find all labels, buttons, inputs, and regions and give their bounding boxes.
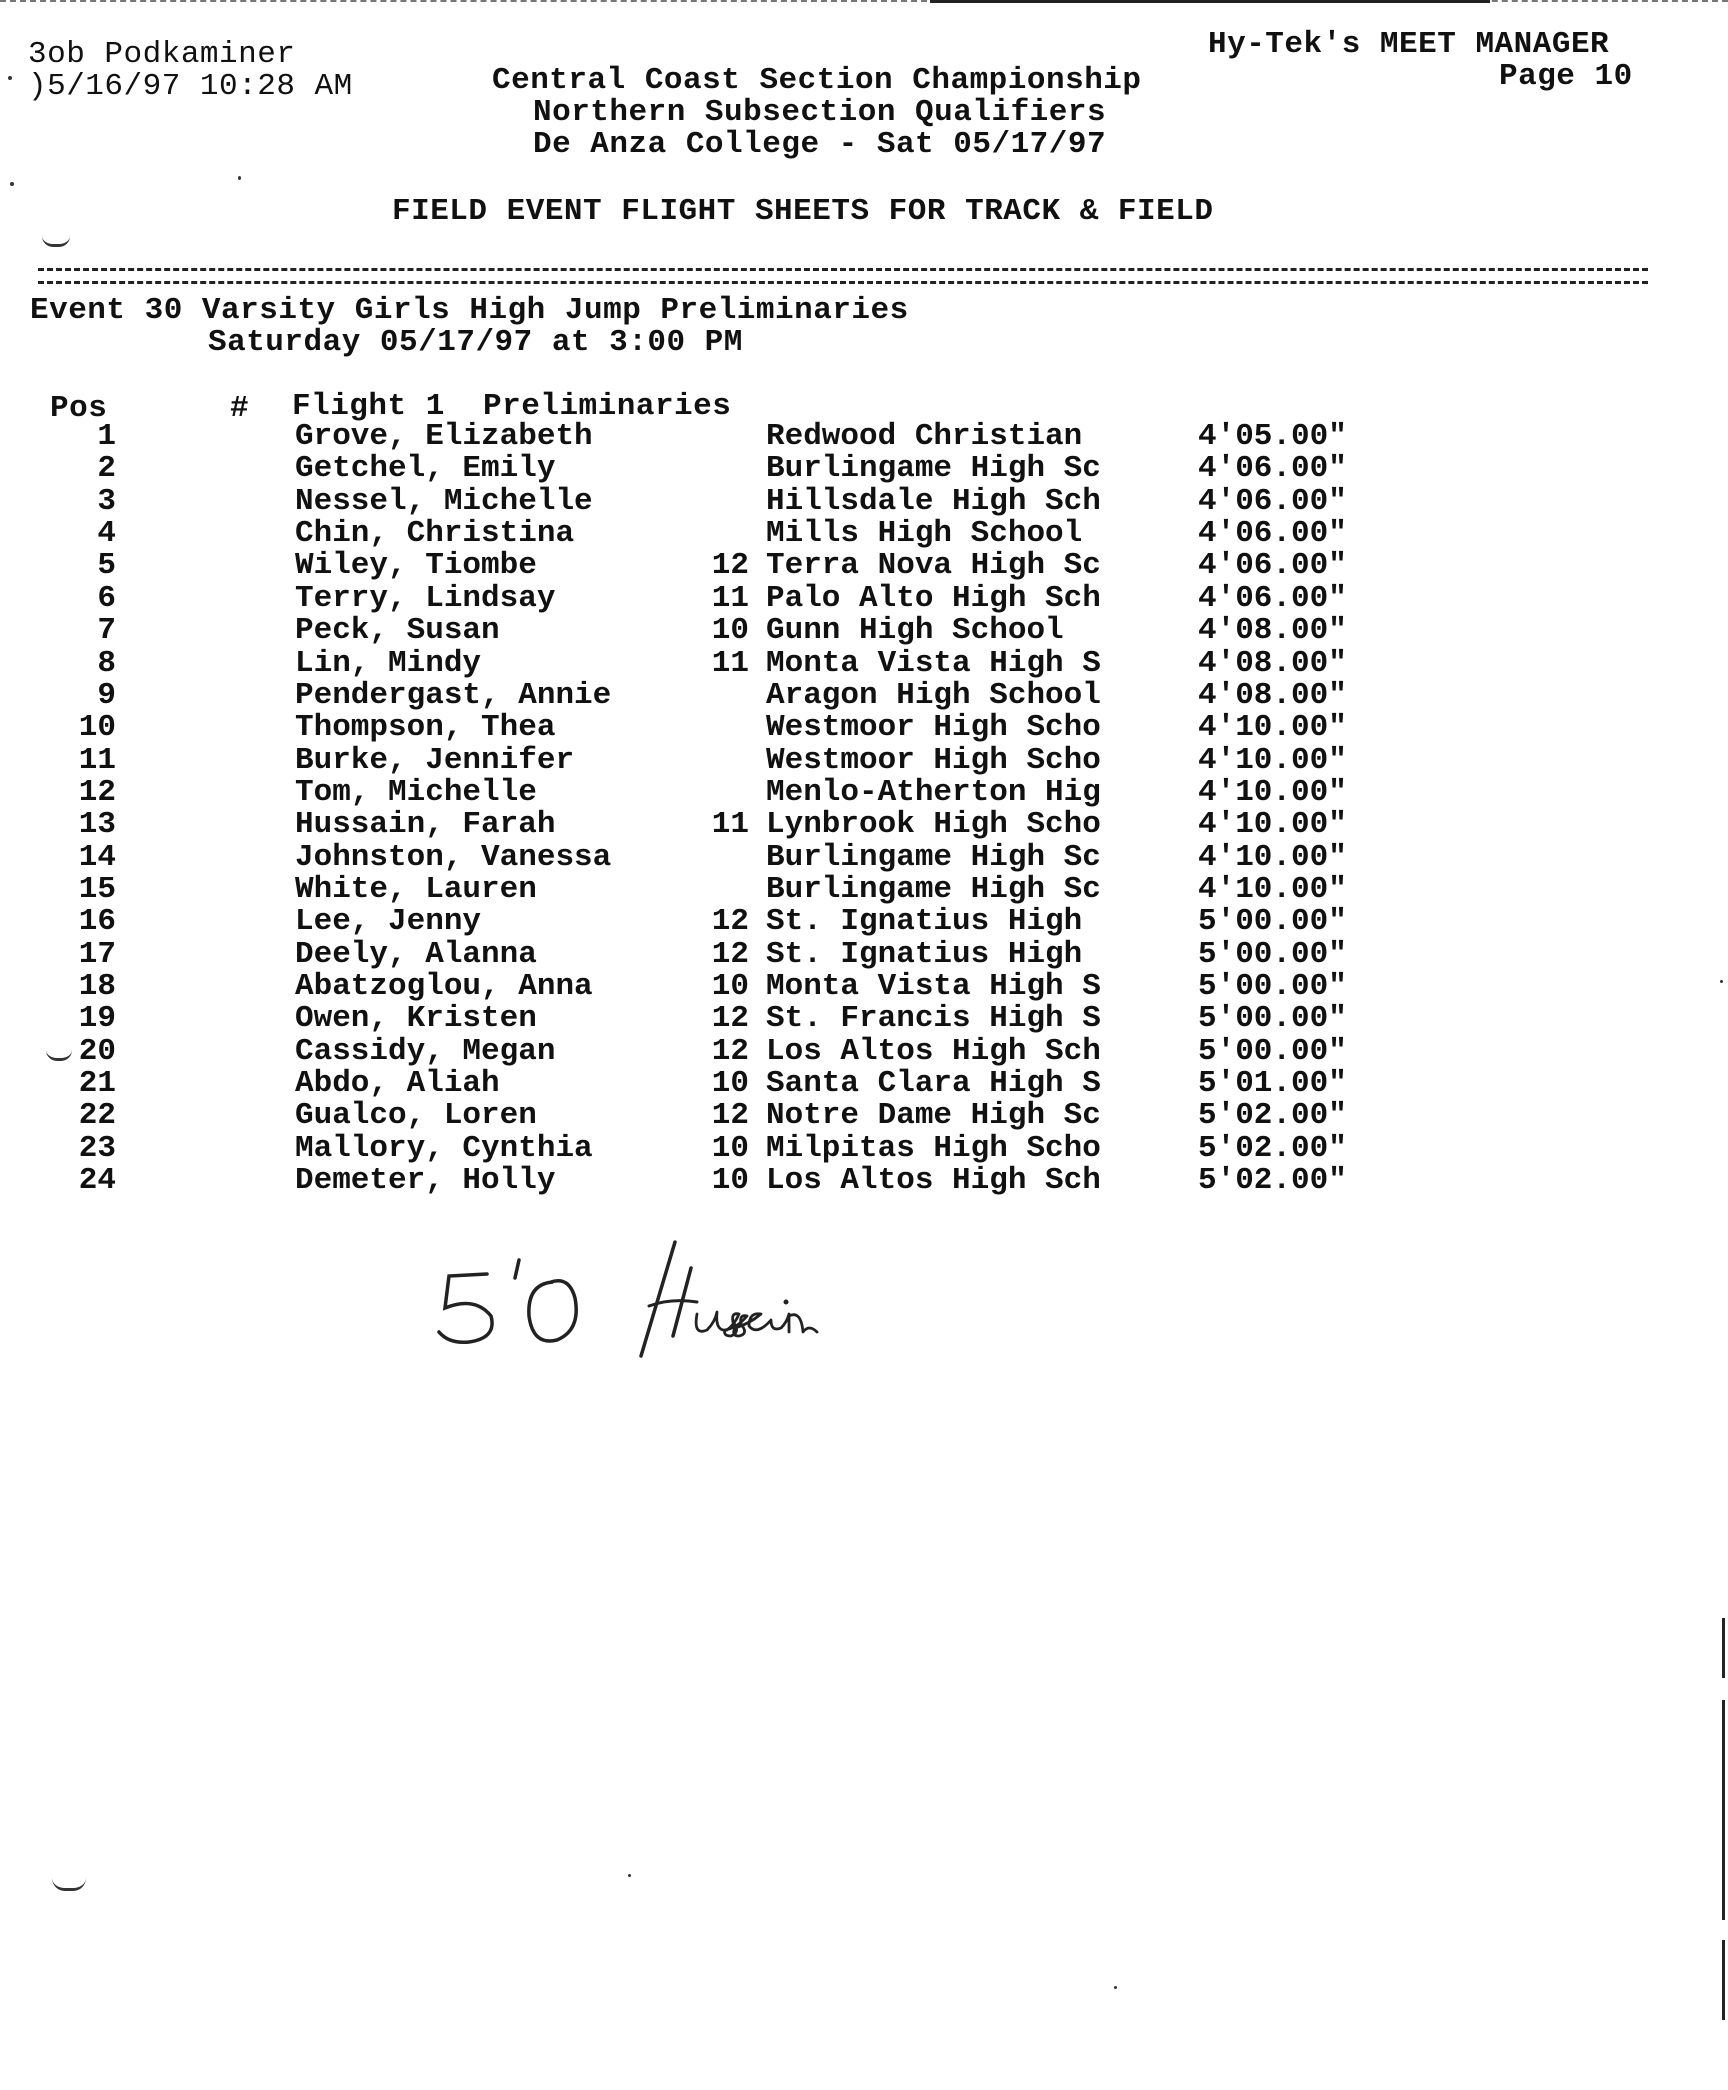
separator-line [38, 268, 1648, 284]
seed-mark: 4'10.00" [1198, 871, 1347, 907]
row-position: 11 [78, 742, 116, 778]
page-number: Page 10 [1499, 59, 1633, 94]
athlete-name: Mallory, Cynthia [295, 1130, 593, 1166]
row-position: 22 [78, 1098, 116, 1134]
seed-mark: 5'00.00" [1198, 936, 1347, 972]
table-row [0, 580, 1728, 616]
seed-mark: 4'08.00" [1198, 677, 1347, 713]
table-row [0, 742, 1728, 778]
athlete-year: 12 [711, 548, 749, 584]
row-position: 8 [97, 645, 116, 681]
school-name: Milpitas High Scho [766, 1130, 1101, 1166]
seed-mark: 4'10.00" [1198, 807, 1347, 843]
seed-mark: 4'06.00" [1198, 516, 1347, 551]
seed-mark: 4'06.00" [1198, 548, 1347, 584]
athlete-name: Burke, Jennifer [295, 742, 575, 778]
athlete-name: Chin, Christina [295, 516, 575, 551]
top-border-solid [930, 0, 1490, 3]
table-row [0, 906, 1728, 938]
row-position: 7 [97, 613, 116, 649]
school-name: Aragon High School [766, 677, 1101, 713]
row-position: 16 [78, 904, 116, 940]
seed-mark: 4'05.00" [1198, 419, 1347, 454]
athlete-year: 10 [711, 613, 749, 649]
row-position: 17 [78, 936, 116, 972]
seed-mark: 4'08.00" [1198, 613, 1347, 649]
athlete-year: 10 [711, 1130, 749, 1166]
meet-venue-date: De Anza College - Sat 05/17/97 [533, 127, 1107, 162]
athlete-name: Lee, Jenny [295, 904, 482, 940]
row-position: 15 [78, 871, 116, 907]
table-row [0, 809, 1728, 841]
seed-mark: 4'08.00" [1198, 645, 1347, 681]
seed-mark: 4'10.00" [1198, 742, 1347, 778]
row-position: 5 [97, 548, 116, 584]
row-position: 13 [78, 807, 116, 843]
row-position: 1 [97, 419, 116, 454]
school-name: Redwood Christian [766, 419, 1083, 454]
scan-edge-mark [1722, 1618, 1725, 1678]
school-name: St. Francis High S [766, 1001, 1101, 1037]
seed-mark: 4'06.00" [1198, 451, 1347, 487]
row-position: 14 [78, 839, 116, 875]
seed-mark: 5'02.00" [1198, 1163, 1347, 1199]
athlete-year: 12 [711, 1098, 749, 1134]
table-row [0, 1003, 1728, 1035]
school-name: Westmoor High Scho [766, 710, 1101, 746]
row-position: 9 [97, 677, 116, 713]
row-position: 23 [78, 1130, 116, 1166]
athlete-year: 11 [711, 807, 749, 843]
school-name: Santa Clara High S [766, 1066, 1101, 1101]
table-row [0, 421, 1728, 453]
sheet-title: FIELD EVENT FLIGHT SHEETS FOR TRACK & FIELD [392, 194, 1214, 229]
school-name: Gunn High School [766, 613, 1064, 649]
school-name: Notre Dame High Sc [766, 1098, 1101, 1134]
scan-mark [52, 1878, 86, 1891]
scan-speck [1114, 1986, 1117, 1989]
column-header-number: # [230, 391, 250, 426]
athlete-year: 12 [711, 1001, 749, 1037]
athlete-name: Owen, Kristen [295, 1001, 537, 1037]
row-position: 10 [78, 710, 116, 746]
event-title: Event 30 Varsity Girls High Jump Preliminaries [30, 293, 909, 328]
seed-mark: 4'06.00" [1198, 580, 1347, 616]
row-position: 24 [78, 1163, 116, 1199]
table-row [0, 615, 1728, 647]
seed-mark: 5'01.00" [1198, 1066, 1347, 1101]
school-name: Burlingame High Sc [766, 451, 1101, 487]
athlete-name: Wiley, Tiombe [295, 548, 537, 584]
print-timestamp: )5/16/97 10:28 AM [28, 69, 353, 104]
athlete-name: Grove, Elizabeth [295, 419, 593, 454]
athlete-year: 12 [711, 904, 749, 940]
athlete-name: Tom, Michelle [295, 774, 537, 810]
athlete-year: 10 [711, 1163, 749, 1199]
flight-heading: Flight 1 Preliminaries [292, 389, 732, 424]
row-position: 18 [78, 969, 116, 1004]
table-row [0, 483, 1728, 519]
table-row [0, 645, 1728, 681]
table-row [0, 774, 1728, 810]
column-header-pos: Pos [50, 391, 108, 426]
athlete-year: 11 [711, 645, 749, 681]
row-position: 6 [97, 580, 116, 616]
handwritten-note-drawing [435, 1232, 875, 1362]
athlete-name: Pendergast, Annie [295, 677, 612, 713]
athlete-name: Nessel, Michelle [295, 483, 593, 519]
athlete-name: Lin, Mindy [295, 645, 482, 681]
table-row [0, 839, 1728, 875]
athlete-name: Hussain, Farah [295, 807, 556, 843]
athlete-name: Thompson, Thea [295, 710, 556, 746]
school-name: Los Altos High Sch [766, 1033, 1101, 1069]
software-name: Hy-Tek's MEET MANAGER [1208, 27, 1610, 62]
scan-speck [1720, 980, 1723, 983]
athlete-name: Abdo, Aliah [295, 1066, 500, 1101]
table-row [0, 1068, 1728, 1100]
school-name: Hillsdale High Sch [766, 483, 1101, 519]
handwritten-annotation [435, 1232, 875, 1367]
athlete-name: Peck, Susan [295, 613, 500, 649]
table-row [0, 1100, 1728, 1132]
seed-mark: 5'00.00" [1198, 904, 1347, 940]
table-row [0, 936, 1728, 972]
athlete-name: Abatzoglou, Anna [295, 969, 593, 1004]
scan-speck [628, 1874, 631, 1877]
table-row [0, 871, 1728, 907]
row-position: 12 [78, 774, 116, 810]
athlete-year: 12 [711, 936, 749, 972]
athlete-year: 10 [711, 1066, 749, 1101]
meet-title: Central Coast Section Championship [492, 63, 1142, 98]
table-row [0, 453, 1728, 485]
meet-subtitle: Northern Subsection Qualifiers [533, 95, 1107, 130]
table-row [0, 712, 1728, 744]
author-name: 3ob Podkaminer [28, 37, 296, 72]
athlete-name: Cassidy, Megan [295, 1033, 556, 1069]
school-name: Terra Nova High Sc [766, 548, 1101, 584]
seed-mark: 5'02.00" [1198, 1098, 1347, 1134]
scan-mark [42, 236, 70, 247]
school-name: Palo Alto High Sch [766, 580, 1101, 616]
athlete-name: Johnston, Vanessa [295, 839, 612, 875]
school-name: Menlo-Atherton Hig [766, 774, 1101, 810]
athlete-name: Gualco, Loren [295, 1098, 537, 1134]
seed-mark: 5'00.00" [1198, 1033, 1347, 1069]
row-position: 3 [97, 483, 116, 519]
school-name: Monta Vista High S [766, 645, 1101, 681]
school-name: Lynbrook High Scho [766, 807, 1101, 843]
table-row [0, 550, 1728, 582]
scan-speck [10, 182, 14, 186]
athlete-name: Terry, Lindsay [295, 580, 556, 616]
row-position: 19 [78, 1001, 116, 1037]
athlete-name: Demeter, Holly [295, 1163, 556, 1199]
scan-edge-mark [1722, 1940, 1725, 2020]
scan-edge-mark [1722, 1700, 1725, 1920]
school-name: Westmoor High Scho [766, 742, 1101, 778]
athlete-year: 10 [711, 969, 749, 1004]
seed-mark: 4'10.00" [1198, 839, 1347, 875]
row-position: 21 [78, 1066, 116, 1101]
school-name: Burlingame High Sc [766, 871, 1101, 907]
table-row [0, 677, 1728, 713]
school-name: St. Ignatius High [766, 936, 1083, 972]
seed-mark: 4'10.00" [1198, 710, 1347, 746]
athlete-name: Deely, Alanna [295, 936, 537, 972]
athlete-name: White, Lauren [295, 871, 537, 907]
school-name: St. Ignatius High [766, 904, 1083, 940]
seed-mark: 4'10.00" [1198, 774, 1347, 810]
row-position: 2 [97, 451, 116, 487]
school-name: Burlingame High Sc [766, 839, 1101, 875]
table-row [0, 1033, 1728, 1069]
seed-mark: 5'02.00" [1198, 1130, 1347, 1166]
table-row [0, 518, 1728, 550]
school-name: Los Altos High Sch [766, 1163, 1101, 1199]
scan-speck [238, 176, 241, 180]
table-row [0, 1130, 1728, 1166]
athlete-year: 11 [711, 580, 749, 616]
table-row [0, 1165, 1728, 1197]
row-position: 4 [97, 516, 116, 551]
scan-speck [8, 76, 12, 80]
athlete-year: 12 [711, 1033, 749, 1069]
school-name: Monta Vista High S [766, 969, 1101, 1004]
school-name: Mills High School [766, 516, 1083, 551]
seed-mark: 4'06.00" [1198, 483, 1347, 519]
seed-mark: 5'00.00" [1198, 1001, 1347, 1037]
event-schedule: Saturday 05/17/97 at 3:00 PM [208, 325, 743, 360]
table-row [0, 971, 1728, 1003]
row-position: 20 [78, 1033, 116, 1069]
seed-mark: 5'00.00" [1198, 969, 1347, 1004]
athlete-name: Getchel, Emily [295, 451, 556, 487]
